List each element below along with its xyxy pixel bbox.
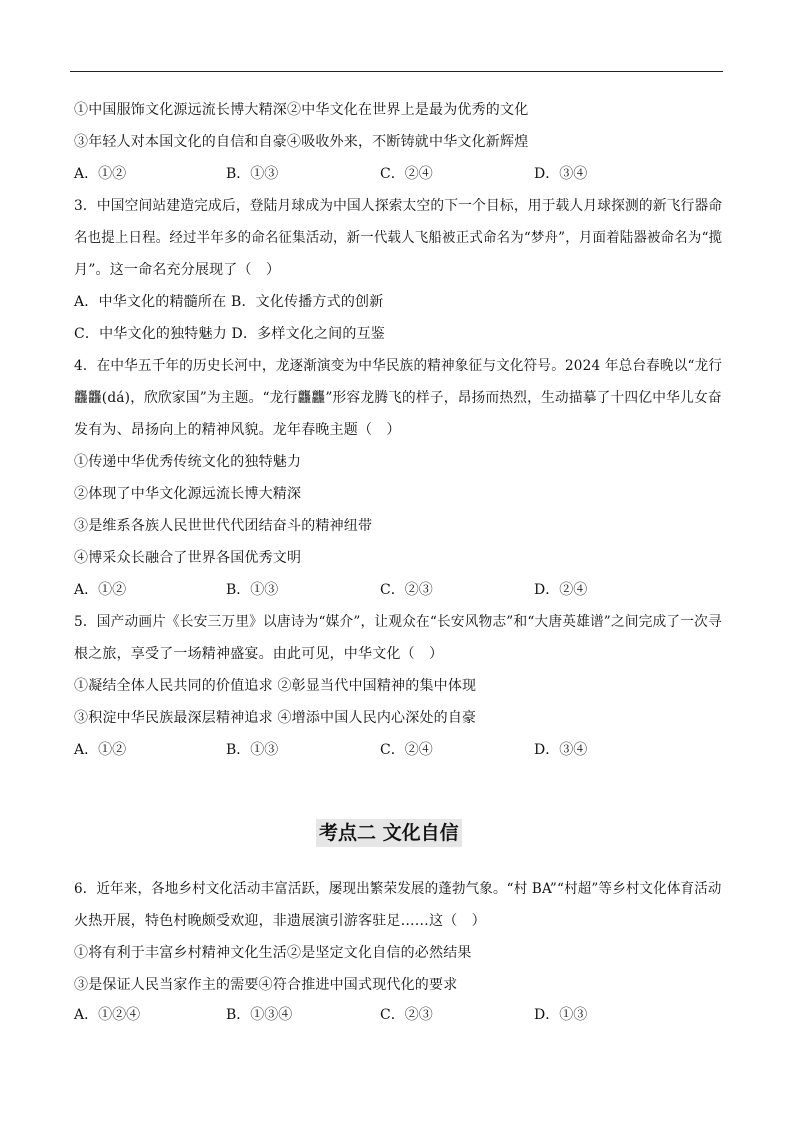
- q5-option-a: A．①②: [74, 742, 127, 758]
- q3-stem-line-1: 3．中国空间站建造完成后，登陆月球成为中国人探索太空的下一个目标，用于载人月球探测的新飞行器命: [74, 198, 723, 214]
- q3-options-ab: A．中华文化的精髓所在 B．文化传播方式的创新: [74, 294, 384, 310]
- q3-options-cd: C．中华文化的独特魅力 D．多样文化之间的互鉴: [74, 326, 385, 342]
- q4-statement-3: ③是维系各族人民世世代代团结奋斗的精神纽带: [74, 518, 373, 534]
- q6-option-a: A．①②④: [74, 1007, 141, 1023]
- q4-stem-line-2: 龘龘(dá)，欣欣家国”为主题。“龙行龘龘”形容龙腾飞的样子，昂扬而热烈，生动描摹了十四亿中华儿女奋: [74, 390, 722, 406]
- q6-stem-line-1: 6．近年来，各地乡村文化活动丰富活跃，屡现出繁荣发展的蓬勃气象。“村 BA”“村超”等乡村文化体育活动: [74, 881, 722, 897]
- q3-stem-line-3: 月”。这一命名充分展现了（ ）: [74, 262, 281, 278]
- q6-stem-line-2: 火热开展，特色村晚颇受欢迎，非遗展演引游客驻足……这（ ）: [74, 913, 486, 929]
- q6-option-c: C．②③: [380, 1007, 433, 1023]
- q3-stem-line-2: 名也提上日程。经过半年多的命名征集活动，新一代载人飞船被正式命名为“梦舟”，月面着陆器被命名为“揽: [74, 230, 723, 246]
- q5-option-c: C．②④: [380, 742, 433, 758]
- q5-option-d: D．③④: [534, 742, 588, 758]
- q5-stem-line-1: 5．国产动画片《长安三万里》以唐诗为“媒介”，让观众在“长安风物志”和“大唐英雄谱”之间完成了一次寻: [74, 614, 722, 630]
- section-heading: 考点二 文化自信: [316, 819, 462, 847]
- carryover-option-b: B．①③: [226, 166, 279, 182]
- q5-statements-3-4: ③积淀中华民族最深层精神追求 ④增添中国人民内心深处的自豪: [74, 710, 477, 726]
- carryover-option-a: A．①②: [74, 166, 127, 182]
- q5-option-b: B．①③: [226, 742, 279, 758]
- q6-statements-1-2: ①将有利于丰富乡村精神文化生活②是坚定文化自信的必然结果: [74, 945, 472, 961]
- q6-option-b: B．①③④: [226, 1007, 293, 1023]
- q5-statements-1-2: ①凝结全体人民共同的价值追求 ②彰显当代中国精神的集中体现: [74, 678, 477, 694]
- q4-option-b: B．①③: [226, 582, 279, 598]
- q6-option-d: D．①③: [534, 1007, 588, 1023]
- q4-statement-4: ④博采众长融合了世界各国优秀文明: [74, 550, 302, 566]
- q4-stem-line-1: 4．在中华五千年的历史长河中，龙逐渐演变为中华民族的精神象征与文化符号。2024 年总台春晚以“龙行: [74, 358, 723, 374]
- q4-option-c: C．②③: [380, 582, 433, 598]
- carryover-statement-2: ③年轻人对本国文化的自信和自豪④吸收外来，不断铸就中华文化新辉煌: [74, 134, 529, 150]
- q4-option-d: D．②④: [534, 582, 588, 598]
- q4-statement-1: ①传递中华优秀传统文化的独特魅力: [74, 454, 302, 470]
- q4-statement-2: ②体现了中华文化源远流长博大精深: [74, 486, 302, 502]
- carryover-option-c: C．②④: [380, 166, 433, 182]
- header-rule: [70, 71, 723, 72]
- q4-stem-line-3: 发有为、昂扬向上的精神风貌。龙年春晚主题（ ）: [74, 422, 401, 438]
- q6-statements-3-4: ③是保证人民当家作主的需要④符合推进中国式现代化的要求: [74, 977, 458, 993]
- carryover-option-d: D．③④: [534, 166, 588, 182]
- q4-option-a: A．①②: [74, 582, 127, 598]
- carryover-statement-1: ①中国服饰文化源远流长博大精深②中华文化在世界上是最为优秀的文化: [74, 102, 529, 118]
- q5-stem-line-2: 根之旅，享受了一场精神盛宴。由此可见，中华文化（ ）: [74, 646, 444, 662]
